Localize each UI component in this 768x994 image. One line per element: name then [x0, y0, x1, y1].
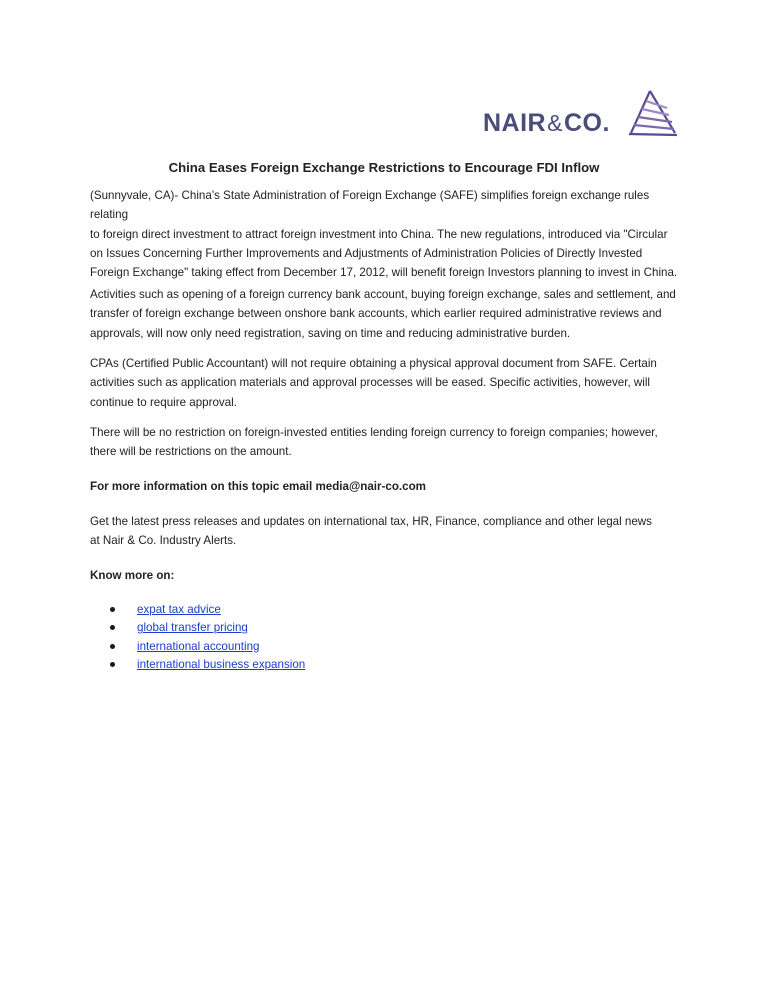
bullet-icon	[110, 662, 115, 667]
link-international-business-expansion[interactable]: international business expansion	[137, 657, 306, 671]
bullet-icon	[110, 625, 115, 630]
company-logo	[483, 88, 679, 140]
paragraph-restrictions: There will be no restriction on foreign-invested entities lending foreign currency to foreign companies; however, there will be restrictions on the amount.	[90, 426, 658, 459]
contact-email-line: For more information on this topic email media@nair-co.com	[90, 480, 426, 493]
paragraph-cpas: CPAs (Certified Public Accountant) will not require obtaining a physical approval document from SAFE. Certain activities such as application materials and approval processes will be eased. Specific activities, however, will continue to require approval.	[90, 357, 657, 409]
bullet-icon	[110, 607, 115, 612]
document-title: China Eases Foreign Exchange Restrictions to Encourage FDI Inflow	[168, 160, 600, 175]
link-global-transfer-pricing[interactable]: global transfer pricing	[137, 621, 248, 635]
bullet-icon	[110, 644, 115, 649]
link-expat-tax-advice[interactable]: expat tax advice	[137, 603, 221, 616]
paragraph-activities: Activities such as opening of a foreign currency bank account, buying foreign exchange, sales and settlement, and transfer of foreign exchange between onshore bank accounts, which earlier required administrative reviews and approvals, will now only need registration, saving on time and reducing administrative burden.	[90, 288, 676, 340]
logo-wordmark: NAIR&CO.	[483, 108, 610, 137]
know-more-heading: Know more on:	[90, 569, 175, 582]
pyramid-logo-icon	[621, 88, 679, 140]
paragraph-updates: Get the latest press releases and updates on international tax, HR, Finance, compliance and other legal news at Nair & Co. Industry Alerts.	[90, 515, 652, 548]
paragraph-intro: (Sunnyvale, CA)- China’s State Administration of Foreign Exchange (SAFE) simplifies foreign exchange rules relating to foreign direct investment to attract foreign investment into China. The new regulations, introduced via "Circular on Issues Concerning Further Improvements and Adjustments of Administration Policies of Directly Invested Foreign Exchange" taking effect from December 17, 2012, will benefit foreign Investors planning to invest in China.	[90, 189, 678, 280]
link-international-accounting[interactable]: international accounting	[137, 639, 260, 653]
